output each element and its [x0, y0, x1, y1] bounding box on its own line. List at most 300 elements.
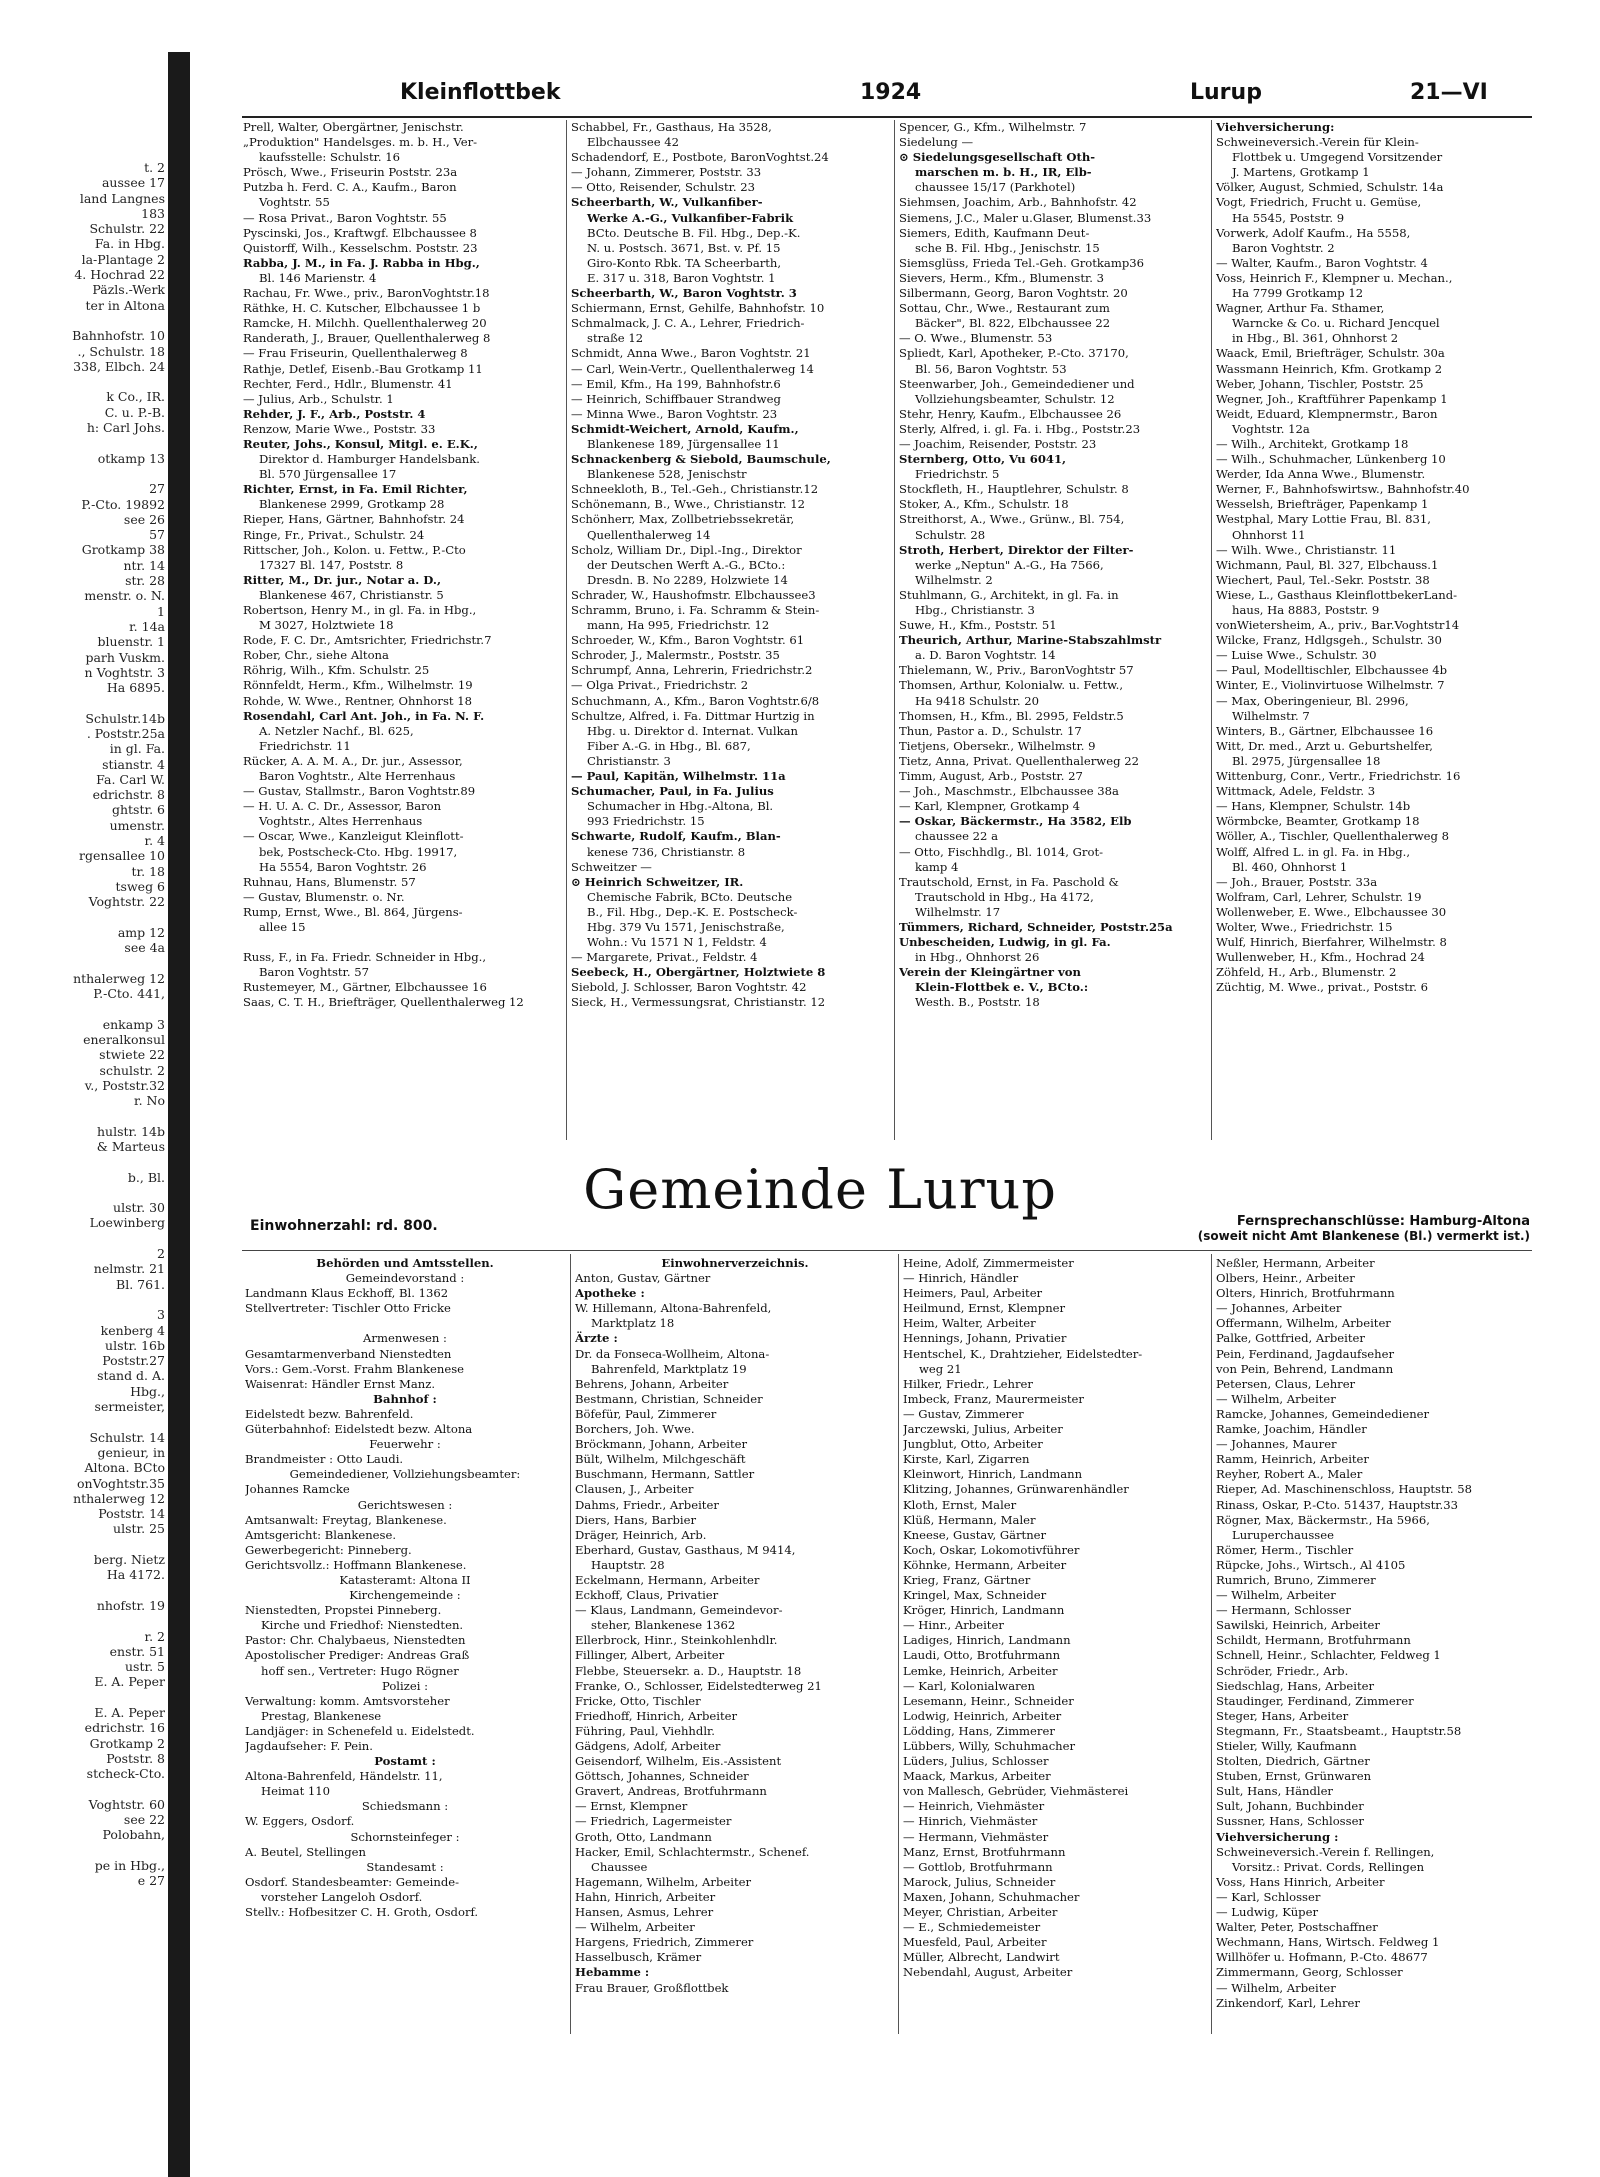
- fragment-line: see 22: [123, 1812, 165, 1828]
- directory-entry: Bült, Wilhelm, Milchgeschäft: [575, 1452, 746, 1467]
- directory-entry: Einwohnerverzeichnis.: [661, 1256, 809, 1270]
- fragment-line: 1: [157, 603, 165, 619]
- column-divider: [898, 1254, 899, 2034]
- fragment-line: eneralkonsul: [83, 1031, 165, 1047]
- directory-entry: Flebbe, Steuersekr. a. D., Hauptstr. 18: [575, 1663, 802, 1678]
- directory-entry: — Friedrich, Lagermeister: [575, 1814, 732, 1829]
- directory-entry: Amtsanwalt: Freytag, Blankenese.: [245, 1512, 447, 1527]
- directory-entry: Seebeck, H., Obergärtner, Holztwiete 8: [571, 965, 826, 980]
- directory-entry: Sult, Hans, Händler: [1216, 1784, 1333, 1799]
- fragment-line: la-Plantage 2: [81, 251, 165, 267]
- directory-entry: — Olga Privat., Friedrichstr. 2: [571, 678, 749, 693]
- directory-entry: Rinass, Oskar, P.-Cto. 51437, Hauptstr.33: [1216, 1497, 1458, 1512]
- directory-entry: J. Martens, Grotkamp 1: [1232, 165, 1370, 180]
- directory-entry: — E., Schmiedemeister: [903, 1920, 1041, 1935]
- directory-entry: Völker, August, Schmied, Schulstr. 14a: [1216, 180, 1444, 195]
- directory-entry: Heimat 110: [261, 1784, 331, 1799]
- directory-entry: — H. U. A. C. Dr., Assessor, Baron: [243, 799, 442, 814]
- directory-entry: Standesamt :: [366, 1859, 444, 1874]
- telephone-line-2: (soweit nicht Amt Blankenese (Bl.) vermerkt ist.): [1197, 1229, 1530, 1243]
- directory-entry: Jarczewski, Julius, Arbeiter: [903, 1422, 1063, 1437]
- directory-entry: — Johannes, Arbeiter: [1216, 1301, 1342, 1316]
- fragment-line: [0, 1231, 165, 1246]
- directory-entry: — Gustav, Stallmstr., Baron Voghtstr.89: [243, 784, 476, 799]
- directory-entry: Wohn.: Vu 1571 N 1, Feldstr. 4: [587, 935, 767, 950]
- header-rule: [242, 116, 1532, 118]
- fragment-line: Schulstr. 22: [89, 221, 165, 237]
- directory-entry: Kneese, Gustav, Gärtner: [903, 1527, 1047, 1542]
- directory-entry: Voghtstr., Altes Herrenhaus: [259, 814, 423, 829]
- fragment-line: Altona. BCto: [84, 1460, 165, 1476]
- fragment-line: [0, 466, 165, 481]
- directory-entry: Gädgens, Adolf, Arbeiter: [575, 1739, 721, 1753]
- directory-entry: Unbescheiden, Ludwig, in gl. Fa.: [899, 935, 1111, 950]
- directory-entry: Geisendorf, Wilhelm, Eis.-Assistent: [575, 1754, 782, 1769]
- directory-entry: Siebold, J. Schlosser, Baron Voghtstr. 42: [571, 980, 807, 995]
- fragment-line: Fa. in Hbg.: [94, 236, 165, 252]
- directory-entry: Hacker, Emil, Schlachtermstr., Schenef.: [575, 1844, 810, 1859]
- directory-entry: Ohnhorst 11: [1232, 527, 1306, 542]
- directory-entry: Silbermann, Georg, Baron Voghtstr. 20: [899, 286, 1128, 301]
- directory-entry: Apotheke :: [575, 1286, 645, 1301]
- directory-entry: Schweitzer —: [571, 859, 652, 874]
- directory-entry: Schiermann, Ernst, Gehilfe, Bahnhofstr. 10: [571, 301, 825, 316]
- directory-entry: Meyer, Christian, Arbeiter: [903, 1905, 1058, 1920]
- directory-entry: Wullenweber, H., Kfm., Hochrad 24: [1216, 950, 1425, 965]
- directory-entry: Schumacher, Paul, in Fa. Julius: [571, 784, 774, 799]
- fragment-line: hulstr. 14b: [97, 1123, 165, 1139]
- directory-entry: Waack, Emil, Briefträger, Schulstr. 30a: [1216, 346, 1445, 361]
- directory-entry: Bahrenfeld, Marktplatz 19: [591, 1361, 747, 1376]
- directory-entry: Quistorff, Wilh., Kesselschm. Poststr. 23: [243, 240, 478, 255]
- directory-entry: — Hinrich, Viehmäster: [903, 1814, 1038, 1829]
- directory-entry: — Heinrich, Schiffbauer Strandweg: [571, 391, 781, 406]
- directory-entry: Wiechert, Paul, Tel.-Sekr. Poststr. 38: [1216, 572, 1430, 587]
- fragment-line: Poststr.27: [102, 1353, 165, 1369]
- directory-entry: Eckhoff, Claus, Privatier: [575, 1588, 719, 1603]
- directory-entry: Kirchengemeinde :: [349, 1588, 461, 1603]
- directory-entry: Röhrig, Wilh., Kfm. Schulstr. 25: [243, 663, 430, 678]
- directory-entry: Schmidt-Weichert, Arnold, Kaufm.,: [571, 421, 799, 436]
- directory-entry: Ramcke, Johannes, Gemeindediener: [1216, 1406, 1430, 1421]
- fragment-line: str. 28: [125, 573, 165, 589]
- directory-entry: Heimers, Paul, Arbeiter: [903, 1286, 1043, 1301]
- directory-entry: Bl. 570 Jürgensallee 17: [259, 467, 397, 482]
- directory-entry: Schiedsmann :: [361, 1799, 449, 1814]
- fragment-line: tsweg 6: [115, 878, 165, 894]
- directory-entry: Postamt :: [374, 1754, 436, 1769]
- page-number: 21—VI: [1410, 80, 1488, 105]
- directory-entry: — Karl, Schlosser: [1216, 1889, 1321, 1904]
- fragment-line: edrichstr. 16: [84, 1720, 165, 1736]
- directory-entry: Stockfleth, H., Hauptlehrer, Schulstr. 8: [899, 482, 1129, 497]
- directory-entry: Schabbel, Fr., Gasthaus, Ha 3528,: [571, 120, 772, 134]
- directory-entry: Ramke, Joachim, Händler: [1216, 1422, 1367, 1437]
- fragment-line: [0, 1843, 165, 1858]
- fragment-line: Päzls.-Werk: [92, 282, 165, 298]
- directory-entry: Voghtstr. 12a: [1232, 421, 1310, 436]
- directory-entry: Armenwesen :: [363, 1331, 447, 1346]
- directory-entry: Bl. 56, Baron Voghtstr. 53: [915, 361, 1067, 376]
- directory-entry: BCto. Deutsche B. Fil. Hbg., Dep.-K.: [587, 225, 801, 240]
- fragment-line: pe in Hbg.,: [94, 1857, 165, 1873]
- directory-entry: — Hermann, Viehmäster: [903, 1829, 1049, 1844]
- directory-entry: Trautschold, Ernst, in Fa. Paschold &: [899, 874, 1119, 889]
- directory-entry: — Paul, Kapitän, Wilhelmstr. 11a: [571, 769, 786, 784]
- directory-entry: Gerichtswesen :: [357, 1497, 453, 1512]
- directory-entry: — Wilhelm, Arbeiter: [575, 1920, 695, 1935]
- directory-entry: Schroeder, W., Kfm., Baron Voghtstr. 61: [571, 633, 805, 648]
- fragment-line: aussee 17: [101, 175, 165, 191]
- fragment-line: [0, 695, 165, 710]
- directory-entry: Rittscher, Joh., Kolon. u. Fettw., P.-Cto: [243, 542, 466, 557]
- directory-entry: Baron Voghtstr., Alte Herrenhaus: [259, 769, 456, 784]
- directory-entry: Römer, Herm., Tischler: [1216, 1542, 1354, 1557]
- fragment-line: Grotkamp 2: [89, 1735, 165, 1751]
- directory-entry: Scheerbarth, W., Baron Voghtstr. 3: [571, 286, 797, 301]
- fragment-line: tr. 18: [131, 863, 165, 879]
- directory-entry: Chaussee: [591, 1859, 648, 1874]
- directory-entry: von Pein, Behrend, Landmann: [1216, 1361, 1394, 1376]
- directory-entry: Hentschel, K., Drahtzieher, Eidelstedter-: [903, 1346, 1143, 1361]
- column-divider: [894, 120, 895, 1140]
- directory-entry: Ladiges, Hinrich, Landmann: [903, 1633, 1071, 1648]
- directory-entry: Schulstr. 28: [915, 527, 986, 542]
- column-2: [571, 120, 889, 1011]
- column-3: [899, 120, 1209, 1011]
- fragment-line: rgensallee 10: [79, 848, 165, 864]
- directory-entry: Güterbahnhof: Eidelstedt bezw. Altona: [245, 1422, 473, 1437]
- directory-entry: Buschmann, Hermann, Sattler: [575, 1467, 755, 1482]
- fragment-line: e 27: [137, 1873, 165, 1889]
- fragment-line: [0, 1613, 165, 1628]
- fragment-line: 183: [141, 205, 165, 221]
- directory-entry: Schuchmann, A., Kfm., Baron Voghtstr.6/8: [571, 693, 820, 708]
- directory-entry: Werke A.-G., Vulkanfiber-Fabrik: [587, 210, 794, 225]
- directory-entry: — Ernst, Klempner: [575, 1799, 688, 1814]
- directory-entry: Stehr, Henry, Kaufm., Elbchaussee 26: [899, 406, 1122, 421]
- directory-entry: Heine, Adolf, Zimmermeister: [903, 1256, 1074, 1270]
- directory-entry: Stuben, Ernst, Grünwaren: [1216, 1769, 1372, 1784]
- directory-entry: [245, 1316, 565, 1331]
- directory-entry: Olbers, Heinr., Arbeiter: [1216, 1271, 1355, 1286]
- fragment-line: P.-Cto. 19892: [81, 496, 165, 512]
- directory-entry: Friedhoff, Hinrich, Arbeiter: [575, 1708, 738, 1723]
- directory-entry: Sussner, Hans, Schlosser: [1216, 1814, 1364, 1829]
- lurup-column-2: [575, 1256, 895, 1996]
- directory-entry: Rieper, Ad. Maschinenschloss, Hauptstr. 58: [1216, 1482, 1473, 1497]
- fragment-line: [0, 1583, 165, 1598]
- directory-entry: Schadendorf, E., Postbote, BaronVoghtst.24: [571, 150, 829, 165]
- directory-entry: — Luise Wwe., Schulstr. 30: [1216, 648, 1377, 663]
- directory-entry: Wittmack, Adele, Feldstr. 3: [1216, 784, 1376, 799]
- directory-entry: Baron Voghtstr. 2: [1232, 240, 1335, 255]
- directory-entry: Wörmbcke, Beamter, Grotkamp 18: [1216, 814, 1420, 829]
- directory-entry: in Hbg., Bl. 361, Ohnhorst 2: [1232, 331, 1399, 346]
- directory-entry: — Johann, Zimmerer, Poststr. 33: [571, 165, 762, 180]
- directory-entry: Schnackenberg & Siebold, Baumschule,: [571, 452, 831, 467]
- section-title: Gemeinde Lurup: [583, 1158, 1057, 1221]
- directory-entry: Gesamtarmenverband Nienstedten: [245, 1346, 452, 1361]
- directory-entry: Feuerwehr :: [369, 1437, 441, 1452]
- directory-entry: Wöller, A., Tischler, Quellenthalerweg 8: [1216, 829, 1450, 844]
- fragment-line: [0, 374, 165, 389]
- directory-entry: — Julius, Arb., Schulstr. 1: [243, 391, 394, 406]
- directory-entry: weg 21: [919, 1361, 962, 1376]
- directory-entry: Bäcker", Bl. 822, Elbchaussee 22: [915, 316, 1111, 331]
- directory-entry: — Gottlob, Brotfuhrmann: [903, 1859, 1053, 1874]
- directory-entry: Osdorf. Standesbeamter: Gemeinde-: [245, 1874, 460, 1889]
- directory-entry: Rücker, A. A. M. A., Dr. jur., Assessor,: [243, 753, 463, 768]
- directory-entry: Hilker, Friedr., Lehrer: [903, 1376, 1033, 1391]
- directory-entry: Pyscinski, Jos., Kraftwgf. Elbchaussee 8: [243, 225, 477, 240]
- fragment-line: h: Carl Johs.: [86, 420, 165, 436]
- directory-entry: Scholz, William Dr., Dipl.-Ing., Direktor: [571, 542, 802, 557]
- directory-entry: Sternberg, Otto, Vu 6041,: [899, 452, 1067, 467]
- fragment-line: in gl. Fa.: [109, 741, 165, 757]
- directory-entry: Klüß, Hermann, Maler: [903, 1512, 1036, 1527]
- directory-entry: — Wilhelm, Arbeiter: [1216, 1980, 1336, 1995]
- directory-entry: Siedschlag, Hans, Arbeiter: [1216, 1678, 1375, 1693]
- directory-entry: Rabba, J. M., in Fa. J. Rabba in Hbg.,: [243, 255, 480, 270]
- directory-entry: Kirste, Karl, Zigarren: [903, 1452, 1030, 1467]
- directory-entry: Hennings, Johann, Privatier: [903, 1331, 1067, 1346]
- directory-entry: Göttsch, Johannes, Schneider: [575, 1769, 749, 1784]
- directory-entry: Steenwarber, Joh., Gemeindediener und: [899, 376, 1135, 391]
- directory-entry: Wolff, Alfred L. in gl. Fa. in Hbg.,: [1216, 844, 1411, 859]
- fragment-line: berg. Nietz: [93, 1552, 165, 1568]
- directory-entry: Voss, Hans Hinrich, Arbeiter: [1216, 1874, 1385, 1889]
- directory-entry: Voss, Heinrich F., Klempner u. Mechan.,: [1216, 270, 1453, 285]
- directory-entry: Richter, Ernst, in Fa. Emil Richter,: [243, 482, 468, 497]
- fragment-line: [0, 1414, 165, 1429]
- directory-entry: Stoker, A., Kfm., Schulstr. 18: [899, 497, 1069, 512]
- directory-entry: — Karl, Kolonialwaren: [903, 1678, 1035, 1693]
- directory-entry: Blankenese 528, Jenischstr: [587, 467, 747, 482]
- directory-entry: Wolter, Wwe., Friedrichstr. 15: [1216, 919, 1393, 934]
- directory-entry: — Joh., Maschmstr., Elbchaussee 38a: [899, 784, 1119, 799]
- directory-entry: Ha 5545, Poststr. 9: [1232, 210, 1345, 225]
- column-divider: [570, 1254, 571, 2034]
- directory-entry: — Hans, Klempner, Schulstr. 14b: [1216, 799, 1411, 814]
- fragment-line: n Voghtstr. 3: [84, 664, 165, 680]
- directory-entry: ⊙ Heinrich Schweitzer, IR.: [571, 874, 744, 889]
- directory-entry: Schmidt, Anna Wwe., Baron Voghtstr. 21: [571, 346, 811, 361]
- directory-entry: Blankenese 2999, Grotkamp 28: [259, 497, 445, 512]
- directory-entry: Schildt, Hermann, Brotfuhrmann: [1216, 1633, 1411, 1648]
- fragment-line: [0, 1154, 165, 1169]
- directory-entry: — Minna Wwe., Baron Voghtstr. 23: [571, 406, 778, 421]
- directory-entry: haus, Ha 8883, Poststr. 9: [1232, 603, 1380, 617]
- directory-entry: Thomsen, Arthur, Kolonialw. u. Fettw.,: [899, 678, 1124, 693]
- fragment-line: [0, 955, 165, 970]
- directory-entry: marschen m. b. H., IR, Elb-: [915, 165, 1092, 180]
- fragment-line: ter in Altona: [85, 297, 165, 313]
- fragment-line: Voghtstr. 60: [88, 1796, 165, 1812]
- fragment-line: stand d. A.: [97, 1368, 165, 1384]
- directory-entry: Bestmann, Christian, Schneider: [575, 1391, 763, 1406]
- fragment-line: Fa. Carl W.: [96, 771, 165, 787]
- directory-entry: Rohde, W. Wwe., Rentner, Ohnhorst 18: [243, 693, 473, 708]
- directory-entry: Hbg. u. Direktor d. Internat. Vulkan: [587, 723, 798, 738]
- fragment-line: E. A. Peper: [94, 1674, 165, 1690]
- directory-entry: werke „Neptun" A.-G., Ha 7566,: [915, 557, 1104, 572]
- directory-entry: Schneekloth, B., Tel.-Geh., Christianstr.12: [571, 482, 819, 497]
- directory-entry: Rehder, J. F., Arb., Poststr. 4: [243, 406, 426, 421]
- directory-entry: Heilmund, Ernst, Klempner: [903, 1301, 1066, 1316]
- directory-entry: Sult, Johann, Buchbinder: [1216, 1799, 1364, 1814]
- fragment-line: nthalerweg 12: [73, 1490, 165, 1506]
- directory-entry: straße 12: [587, 331, 644, 346]
- directory-entry: Sterly, Alfred, i. gl. Fa. i. Hbg., Poststr.23: [899, 421, 1141, 436]
- lurup-column-3: [903, 1256, 1209, 1981]
- directory-entry: Pein, Ferdinand, Jagdaufseher: [1216, 1346, 1395, 1361]
- directory-entry: vonWietersheim, A., priv., Bar.Voghtstr14: [1216, 618, 1460, 633]
- fragment-line: genieur, in: [97, 1444, 165, 1460]
- directory-entry: Fillinger, Albert, Arbeiter: [575, 1648, 725, 1663]
- directory-entry: Russ, F., in Fa. Friedr. Schneider in Hbg.,: [243, 950, 487, 965]
- directory-entry: A. Beutel, Stellingen: [245, 1844, 366, 1859]
- fragment-line: bluenstr. 1: [97, 634, 165, 650]
- directory-entry: — Wilhelm, Arbeiter: [1216, 1588, 1336, 1603]
- directory-entry: Zöhfeld, H., Arb., Blumenstr. 2: [1216, 965, 1397, 980]
- directory-entry: Walter, Peter, Postschaffner: [1216, 1920, 1378, 1935]
- directory-entry: Hauptstr. 28: [591, 1557, 665, 1572]
- directory-entry: Schweineversich.-Verein f. Rellingen,: [1216, 1844, 1435, 1859]
- fragment-line: 57: [149, 527, 165, 543]
- telephone-note: [1110, 1214, 1530, 1244]
- directory-entry: Werder, Ida Anna Wwe., Blumenstr.: [1216, 467, 1426, 482]
- directory-entry: Gemeindediener, Vollziehungsbeamter:: [289, 1467, 521, 1482]
- fragment-line: [0, 1292, 165, 1307]
- directory-entry: Lödding, Hans, Zimmerer: [903, 1723, 1055, 1738]
- directory-entry: Ringe, Fr., Privat., Schulstr. 24: [243, 527, 425, 542]
- directory-entry: 993 Friedrichstr. 15: [587, 814, 705, 829]
- directory-entry: Scheerbarth, W., Vulkanfiber-: [571, 195, 763, 210]
- directory-entry: Friedrichstr. 11: [259, 738, 351, 753]
- fragment-line: land Langnes: [79, 190, 165, 206]
- directory-entry: Chemische Fabrik, BCto. Deutsche: [587, 889, 793, 904]
- directory-entry: Kirche und Friedhof: Nienstedten.: [261, 1618, 464, 1633]
- directory-entry: Eckelmann, Hermann, Arbeiter: [575, 1572, 760, 1587]
- directory-entry: [243, 935, 561, 950]
- directory-entry: Hbg. 379 Vu 1571, Jenischstraße,: [587, 919, 785, 934]
- directory-entry: — Emil, Kfm., Ha 199, Bahnhofstr.6: [571, 376, 781, 391]
- directory-entry: Sievers, Herm., Kfm., Blumenstr. 3: [899, 270, 1104, 285]
- directory-entry: mann, Ha 995, Friedrichstr. 12: [587, 618, 770, 633]
- directory-entry: Schönemann, B., Wwe., Christianstr. 12: [571, 497, 806, 512]
- directory-entry: Flottbek u. Umgegend Vorsitzender: [1232, 150, 1443, 165]
- directory-entry: Sawilski, Heinrich, Arbeiter: [1216, 1618, 1380, 1633]
- directory-entry: Wilhelmstr. 2: [915, 572, 993, 587]
- fragment-line: ghtstr. 6: [111, 802, 165, 818]
- directory-entry: sche B. Fil. Hbg., Jenischstr. 15: [915, 240, 1100, 255]
- directory-entry: Witt, Dr. med., Arzt u. Geburtshelfer,: [1216, 738, 1433, 753]
- directory-entry: M 3027, Holztwiete 18: [259, 618, 394, 633]
- directory-entry: Voghtstr. 55: [259, 195, 330, 210]
- column-1: [243, 120, 561, 1011]
- directory-entry: Jagdaufseher: F. Pein.: [245, 1739, 373, 1753]
- directory-entry: Verwaltung: komm. Amtsvorsteher: [245, 1693, 450, 1708]
- scan-binding-edge: [168, 52, 190, 2177]
- directory-entry: Räthke, H. C. Kutscher, Elbchaussee 1 b: [243, 301, 481, 316]
- directory-entry: vorsteher Langeloh Osdorf.: [261, 1889, 423, 1904]
- directory-entry: Kleinwort, Hinrich, Landmann: [903, 1467, 1083, 1482]
- directory-entry: Suwe, H., Kfm., Poststr. 51: [899, 618, 1057, 633]
- directory-entry: Ha 7799 Grotkamp 12: [1232, 286, 1364, 301]
- fragment-line: r. 14a: [129, 618, 165, 634]
- directory-entry: Nienstedten, Propstei Pinneberg.: [245, 1603, 442, 1618]
- directory-entry: Streithorst, A., Wwe., Grünw., Bl. 754,: [899, 512, 1125, 527]
- directory-entry: Apostolischer Prediger: Andreas Graß: [245, 1648, 470, 1663]
- fragment-line: [0, 313, 165, 328]
- directory-entry: Rüpcke, Johs., Wirtsch., Al 4105: [1216, 1557, 1406, 1572]
- directory-entry: Marktplatz 18: [591, 1316, 675, 1331]
- header-year: 1924: [860, 80, 922, 105]
- directory-entry: Ärzte :: [575, 1331, 618, 1346]
- directory-entry: Groth, Otto, Landmann: [575, 1829, 712, 1844]
- directory-entry: Gewerbegericht: Pinneberg.: [245, 1542, 412, 1557]
- directory-entry: Randerath, J., Brauer, Quellenthalerweg 8: [243, 331, 491, 346]
- directory-entry: — Karl, Klempner, Grotkamp 4: [899, 799, 1080, 814]
- fragment-line: nelmstr. 21: [93, 1261, 165, 1277]
- directory-entry: Rathje, Detlef, Eisenb.-Bau Grotkamp 11: [243, 361, 483, 376]
- directory-entry: Sottau, Chr., Wwe., Restaurant zum: [899, 301, 1110, 316]
- directory-entry: Altona-Bahrenfeld, Händelstr. 11,: [245, 1769, 443, 1784]
- directory-entry: W. Eggers, Osdorf.: [245, 1814, 355, 1829]
- directory-entry: Rode, F. C. Dr., Amtsrichter, Friedrichstr.7: [243, 633, 492, 648]
- directory-entry: Müller, Albrecht, Landwirt: [903, 1950, 1060, 1965]
- directory-entry: Schröder, Friedr., Arb.: [1216, 1663, 1349, 1678]
- directory-entry: Diers, Hans, Barbier: [575, 1512, 697, 1527]
- directory-entry: Böfefür, Paul, Zimmerer: [575, 1406, 717, 1421]
- fragment-line: b., Bl.: [127, 1169, 165, 1185]
- directory-entry: Hbg., Christianstr. 3: [915, 603, 1035, 617]
- directory-entry: N. u. Postsch. 3671, Bst. v. Pf. 15: [587, 240, 781, 255]
- directory-entry: Brandmeister : Otto Laudi.: [245, 1452, 404, 1467]
- directory-entry: Lodwig, Heinrich, Arbeiter: [903, 1708, 1062, 1723]
- directory-entry: Muesfeld, Paul, Arbeiter: [903, 1935, 1047, 1950]
- fragment-line: Schulstr.14b: [85, 710, 165, 726]
- fragment-line: [0, 1537, 165, 1552]
- directory-entry: Laudi, Otto, Brotfuhrmann: [903, 1648, 1061, 1663]
- fragment-line: P.-Cto. 441,: [93, 986, 165, 1002]
- directory-entry: Wolfram, Carl, Lehrer, Schulstr. 19: [1216, 889, 1422, 904]
- fragment-line: umenstr.: [109, 817, 165, 833]
- directory-entry: Wagner, Arthur Fa. Sthamer,: [1216, 301, 1385, 316]
- directory-entry: Anton, Gustav, Gärtner: [575, 1271, 711, 1286]
- fragment-line: [0, 910, 165, 925]
- directory-entry: Ritter, M., Dr. jur., Notar a. D.,: [243, 572, 441, 587]
- directory-entry: allee 15: [259, 919, 306, 934]
- fragment-line: & Marteus: [96, 1139, 165, 1154]
- directory-entry: Manz, Ernst, Brotfuhrmann: [903, 1844, 1066, 1859]
- directory-entry: Offermann, Wilhelm, Arbeiter: [1216, 1316, 1391, 1331]
- directory-entry: Prell, Walter, Obergärtner, Jenischstr.: [243, 120, 464, 134]
- directory-entry: Kröger, Hinrich, Landmann: [903, 1603, 1065, 1618]
- fragment-line: 4. Hochrad 22: [74, 267, 165, 283]
- directory-entry: Rump, Ernst, Wwe., Bl. 864, Jürgens-: [243, 904, 463, 919]
- fragment-line: edrichstr. 8: [92, 787, 165, 803]
- directory-entry: Borchers, Joh. Wwe.: [575, 1422, 695, 1437]
- directory-entry: Trautschold in Hbg., Ha 4172,: [915, 889, 1094, 904]
- directory-entry: Vors.: Gem.-Vorst. Frahm Blankenese: [245, 1361, 465, 1376]
- column-divider: [566, 120, 567, 1140]
- directory-entry: — Margarete, Privat., Feldstr. 4: [571, 950, 758, 965]
- column-4: [1216, 120, 1534, 995]
- fragment-line: Bl. 761.: [116, 1276, 165, 1292]
- directory-entry: Staudinger, Ferdinand, Zimmerer: [1216, 1693, 1414, 1708]
